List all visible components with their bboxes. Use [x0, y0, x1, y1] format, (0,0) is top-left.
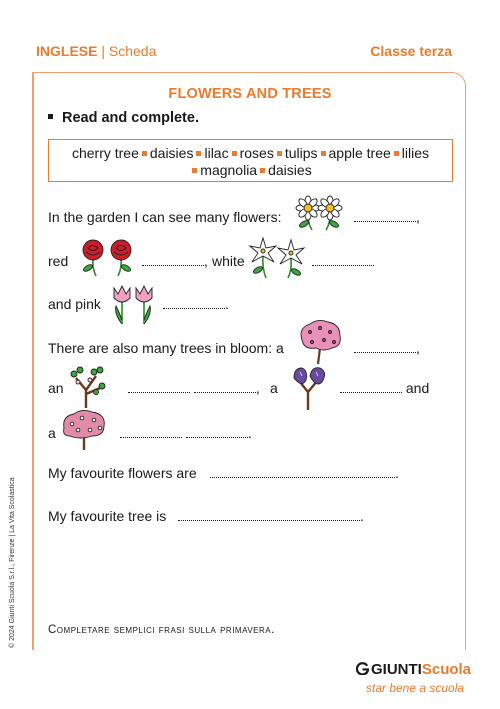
lily-icon: [246, 234, 308, 280]
label-and-pink: and pink: [48, 296, 101, 312]
answer-blank-10[interactable]: .: [178, 508, 364, 524]
logo-main: GIUNTI: [371, 661, 422, 678]
sentence-8: [48, 508, 166, 524]
answer-blank-7[interactable]: [340, 380, 429, 396]
bullet-icon: [48, 114, 53, 119]
sentence-7: [48, 465, 197, 481]
sentence-text: My favourite tree is: [48, 508, 167, 524]
g-icon: [356, 662, 369, 675]
answer-blank-2[interactable]: ,: [142, 253, 208, 269]
rose-icon: [78, 238, 136, 278]
daisy-icon: [290, 192, 348, 232]
label-white: white: [212, 253, 245, 269]
sentence-text: There are also many trees in bloom: a: [48, 340, 284, 356]
magnolia-tree-icon: [60, 408, 110, 452]
grade-label: Classe terza: [370, 43, 452, 59]
lilac-tree-icon: [290, 364, 330, 412]
sentence-1: [48, 209, 281, 225]
word-and: and: [405, 380, 430, 396]
word-bank-item: apple tree: [328, 145, 391, 161]
separator-icon: [192, 168, 197, 173]
separator-icon: [394, 151, 399, 156]
answer-blank-3[interactable]: [312, 253, 374, 269]
separator-icon: [142, 151, 147, 156]
answer-blank-1[interactable]: ,: [354, 209, 420, 225]
answer-blank-6[interactable]: ,: [128, 380, 260, 396]
word-bank-item: lilies: [401, 145, 430, 161]
label-an: an: [48, 380, 64, 396]
sentence-text: My favourite flowers are: [48, 465, 197, 481]
publisher-logo: [356, 661, 471, 678]
answer-blank-4[interactable]: .: [163, 296, 229, 312]
word-bank-item: cherry tree: [71, 145, 139, 161]
instruction-text: Read and complete.: [62, 110, 199, 126]
word-bank-item: lilac: [204, 145, 229, 161]
word-bank-item: magnolia: [200, 162, 258, 178]
answer-blank-9[interactable]: .: [210, 465, 399, 481]
header-subject: [36, 43, 156, 59]
separator-icon: [321, 151, 326, 156]
sentence-4: [48, 340, 284, 356]
instruction: [48, 110, 199, 126]
label-a-2: a: [48, 425, 56, 441]
sentence-text: In the garden I can see many flowers:: [48, 209, 282, 225]
separator-icon: [260, 168, 265, 173]
answer-blank-8[interactable]: .: [120, 425, 252, 441]
label-red: red: [48, 253, 69, 269]
separator-icon: [277, 151, 282, 156]
page-frame-left: [32, 72, 34, 650]
header-separator: |: [97, 43, 109, 59]
subject-label: INGLESE: [36, 43, 98, 59]
separator-icon: [196, 151, 201, 156]
copyright-sidebar: © 2024 Giunti Scuola S.r.l., Firenze | La Vita Scolastica: [9, 477, 16, 648]
word-bank: [48, 139, 453, 182]
apple-tree-icon: [66, 364, 110, 410]
cherry-tree-icon: [296, 318, 346, 366]
logo-accent: Scuola: [421, 661, 472, 678]
sheet-type-label: Scheda: [108, 43, 157, 59]
answer-blank-5[interactable]: ,: [354, 340, 420, 356]
word-bank-item: tulips: [284, 145, 318, 161]
separator-icon: [232, 151, 237, 156]
page-title: FLOWERS AND TREES: [168, 86, 332, 102]
label-a: a: [270, 380, 278, 396]
word-bank-item: roses: [239, 145, 274, 161]
word-bank-item: daisies: [149, 145, 194, 161]
footer-objective: Completare semplici frasi sulla primavera.: [48, 624, 275, 636]
tulip-icon: [110, 282, 156, 326]
word-bank-item: daisies: [268, 162, 312, 178]
logo-tagline: star bene a scuola: [366, 681, 465, 695]
